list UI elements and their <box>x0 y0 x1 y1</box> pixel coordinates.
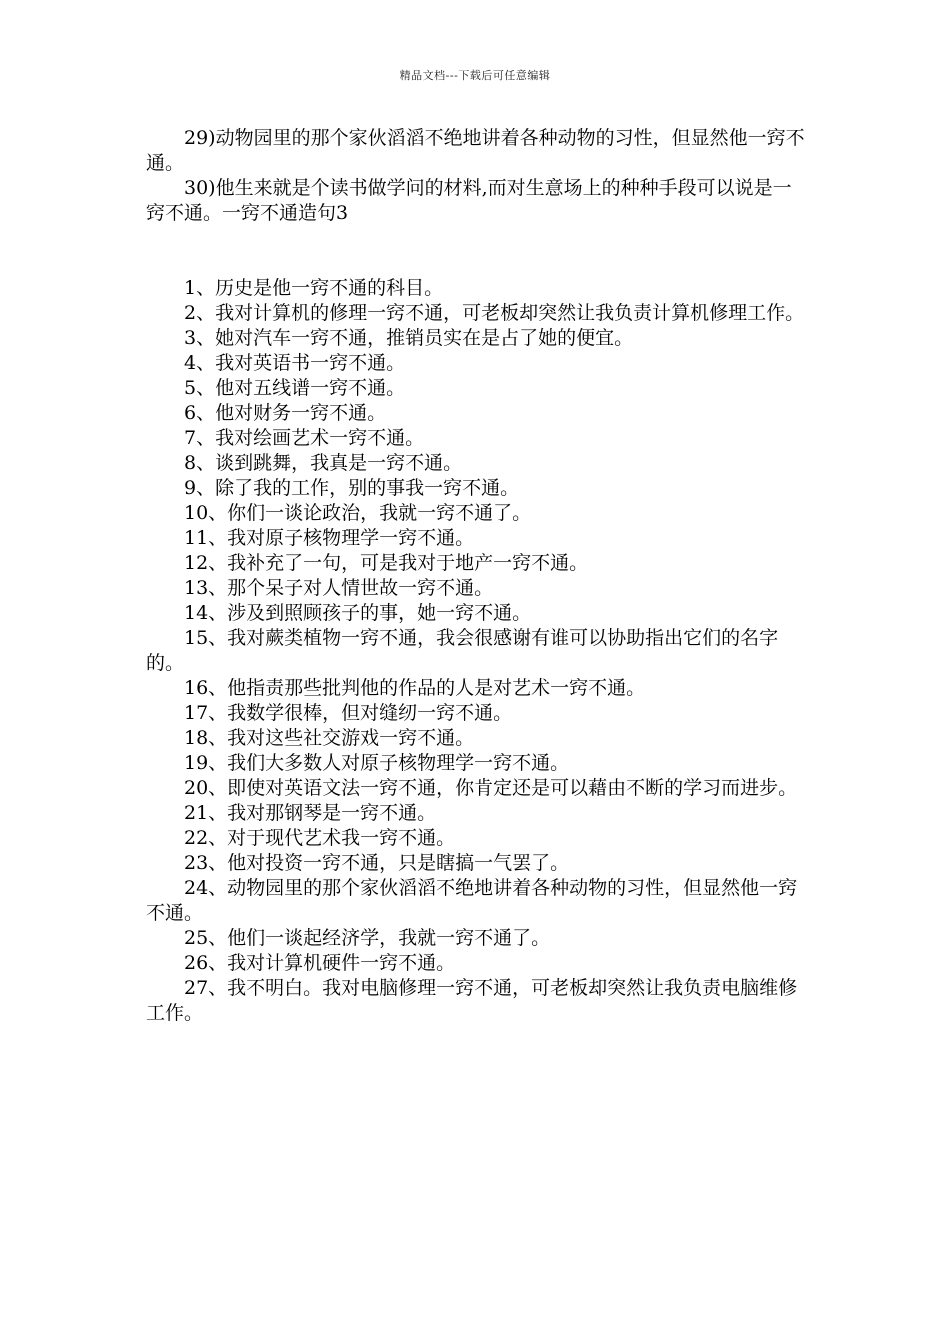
sentence-item: 2、我对计算机的修理一窍不通，可老板却突然让我负责计算机修理工作。 <box>184 302 805 324</box>
sentence-item: 7、我对绘画艺术一窍不通。 <box>184 427 425 449</box>
sentence-item: 12、我补充了一句，可是我对于地产一窍不通。 <box>184 552 589 574</box>
sentence-item: 25、他们一谈起经济学，我就一窍不通了。 <box>184 927 551 949</box>
paragraph: 29)动物园里的那个家伙滔滔不绝地讲着各种动物的习性，但显然他一窍不通。 <box>146 127 805 174</box>
paragraph-gap <box>146 226 808 276</box>
sentence-item: 4、我对英语书一窍不通。 <box>184 352 406 374</box>
sentence-item: 23、他对投资一窍不通，只是瞎搞一气罢了。 <box>184 852 570 874</box>
sentence-item: 21、我对那钢琴是一窍不通。 <box>184 802 437 824</box>
sentence-item: 5、他对五线谱一窍不通。 <box>184 377 406 399</box>
sentence-item: 9、除了我的工作，别的事我一窍不通。 <box>184 477 520 499</box>
sentence-item: 16、他指责那些批判他的作品的人是对艺术一窍不通。 <box>184 677 646 699</box>
sentence-item: 15、我对蕨类植物一窍不通，我会很感谢有谁可以协助指出它们的名字的。 <box>146 627 779 674</box>
sentence-item: 18、我对这些社交游戏一窍不通。 <box>184 727 475 749</box>
sentence-list <box>146 276 808 1026</box>
sentence-item: 1、历史是他一窍不通的科目。 <box>184 277 444 299</box>
sentence-item: 19、我们大多数人对原子核物理学一窍不通。 <box>184 752 570 774</box>
sentence-item: 24、动物园里的那个家伙滔滔不绝地讲着各种动物的习性，但显然他一窍不通。 <box>146 877 798 924</box>
sentence-item: 8、谈到跳舞，我真是一窍不通。 <box>184 452 463 474</box>
sentence-item: 22、对于现代艺术我一窍不通。 <box>184 827 456 849</box>
sentence-item: 3、她对汽车一窍不通，推销员实在是占了她的便宜。 <box>184 327 634 349</box>
sentence-item: 13、那个呆子对人情世故一窍不通。 <box>184 577 494 599</box>
document-body <box>146 126 808 1026</box>
sentence-item: 14、涉及到照顾孩子的事，她一窍不通。 <box>184 602 532 624</box>
sentence-item: 17、我数学很棒，但对缝纫一窍不通。 <box>184 702 513 724</box>
paragraph: 30)他生来就是个读书做学问的材料,而对生意场上的种种手段可以说是一窍不通。一窍不通造句3 <box>146 177 792 224</box>
sentence-item: 11、我对原子核物理学一窍不通。 <box>184 527 475 549</box>
sentence-item: 6、他对财务一窍不通。 <box>184 402 387 424</box>
sentence-item: 27、我不明白。我对电脑修理一窍不通，可老板却突然让我负责电脑维修工作。 <box>146 977 798 1024</box>
sentence-item: 26、我对计算机硬件一窍不通。 <box>184 952 456 974</box>
page-header: 精品文档---下载后可任意编辑 <box>399 69 551 82</box>
sentence-item: 20、即使对英语文法一窍不通，你肯定还是可以藉由不断的学习而进步。 <box>184 777 798 799</box>
sentence-item: 10、你们一谈论政治，我就一窍不通了。 <box>184 502 532 524</box>
